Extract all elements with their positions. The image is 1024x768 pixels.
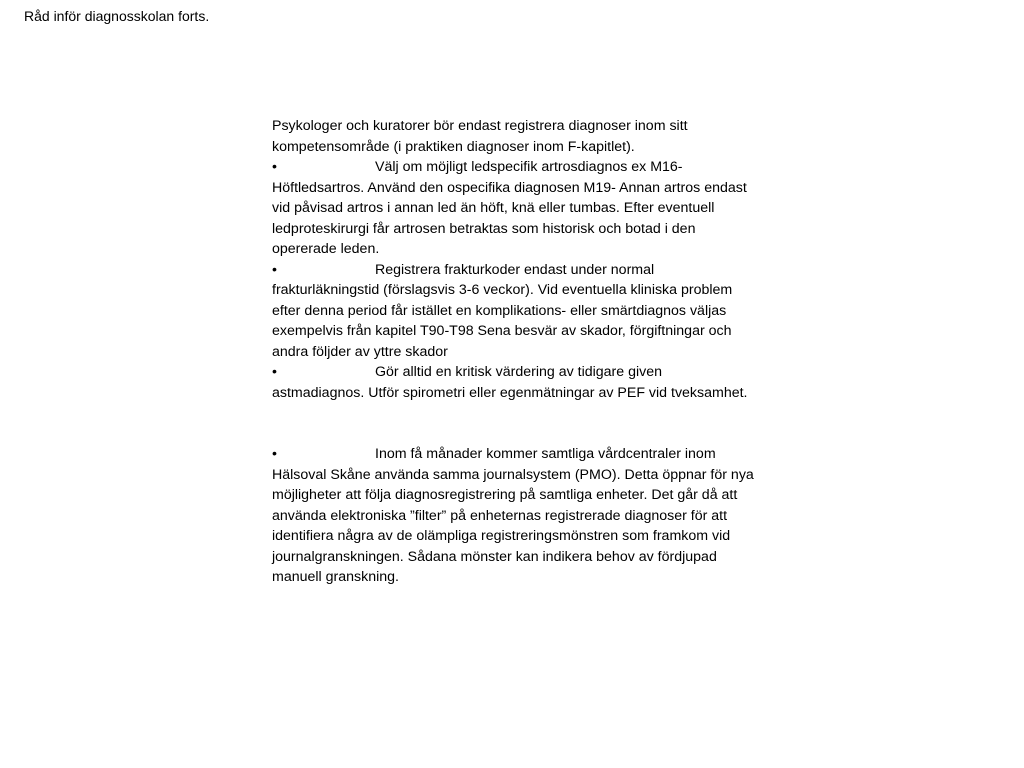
- bullet-lead: Välj om möjligt ledspecifik artrosdiagnos ex M16-: [375, 159, 683, 175]
- slide-body: [272, 116, 764, 588]
- bullet-icon: •: [272, 159, 277, 175]
- bullet-item: [272, 362, 764, 403]
- bullet-first-line: [272, 362, 764, 383]
- bullet-first-line: [272, 260, 764, 281]
- bullet-lead: Gör alltid en kritisk värdering av tidigare given: [375, 364, 663, 380]
- bullet-lead: Inom få månader kommer samtliga vårdcentraler inom: [375, 446, 716, 462]
- bullet-item: [272, 260, 764, 363]
- bullet-item: [272, 157, 764, 260]
- bullet-lead: Registrera frakturkoder endast under normal: [375, 261, 655, 278]
- bullet-rest: frakturläkningstid (förslagsvis 3-6 veckor). Vid eventuella kliniska problem efter denna period får istället en komplikations- eller smärtdiagnos väljas exempelvis från kapitel T90-T98 Sena besvär av skador, förgiftningar och andra följder av yttre skador: [272, 282, 733, 360]
- bullet-icon: •: [272, 261, 277, 278]
- intro-paragraph: Psykologer och kuratorer bör endast registrera diagnoser inom sitt kompetensområde (i praktiken diagnoser inom F-kapitlet).: [272, 118, 688, 155]
- bullet-rest: Höftledsartros. Använd den ospecifika diagnosen M19- Annan artros endast vid påvisad artros i annan led än höft, knä eller tumbas. Efter eventuell ledproteskirurgi får artrosen betraktas som historisk och botad i den opererade leden.: [272, 179, 747, 257]
- bullet-rest: astmadiagnos. Utför spirometri eller egenmätningar av PEF vid tveksamhet.: [272, 384, 748, 401]
- bullet-first-line: [272, 157, 764, 178]
- slide-title: Råd inför diagnosskolan forts.: [24, 8, 210, 24]
- bullet-icon: •: [272, 446, 277, 462]
- paragraph-gap: [272, 403, 764, 444]
- bullet-first-line: [272, 444, 764, 465]
- bullet-icon: •: [272, 364, 277, 380]
- bullet-item: [272, 444, 764, 588]
- bullet-rest: Hälsoval Skåne använda samma journalsystem (PMO). Detta öppnar för nya möjligheter att följa diagnosregistrering på samtliga enheter. Det går då att använda elektroniska ”filter” på enheternas registrerade diagnoser för att identifiera några av de olämpliga registreringsmönstren som framkom vid journalgranskningen. Sådana mönster kan indikera behov av fördjupad manuell granskning.: [272, 466, 754, 585]
